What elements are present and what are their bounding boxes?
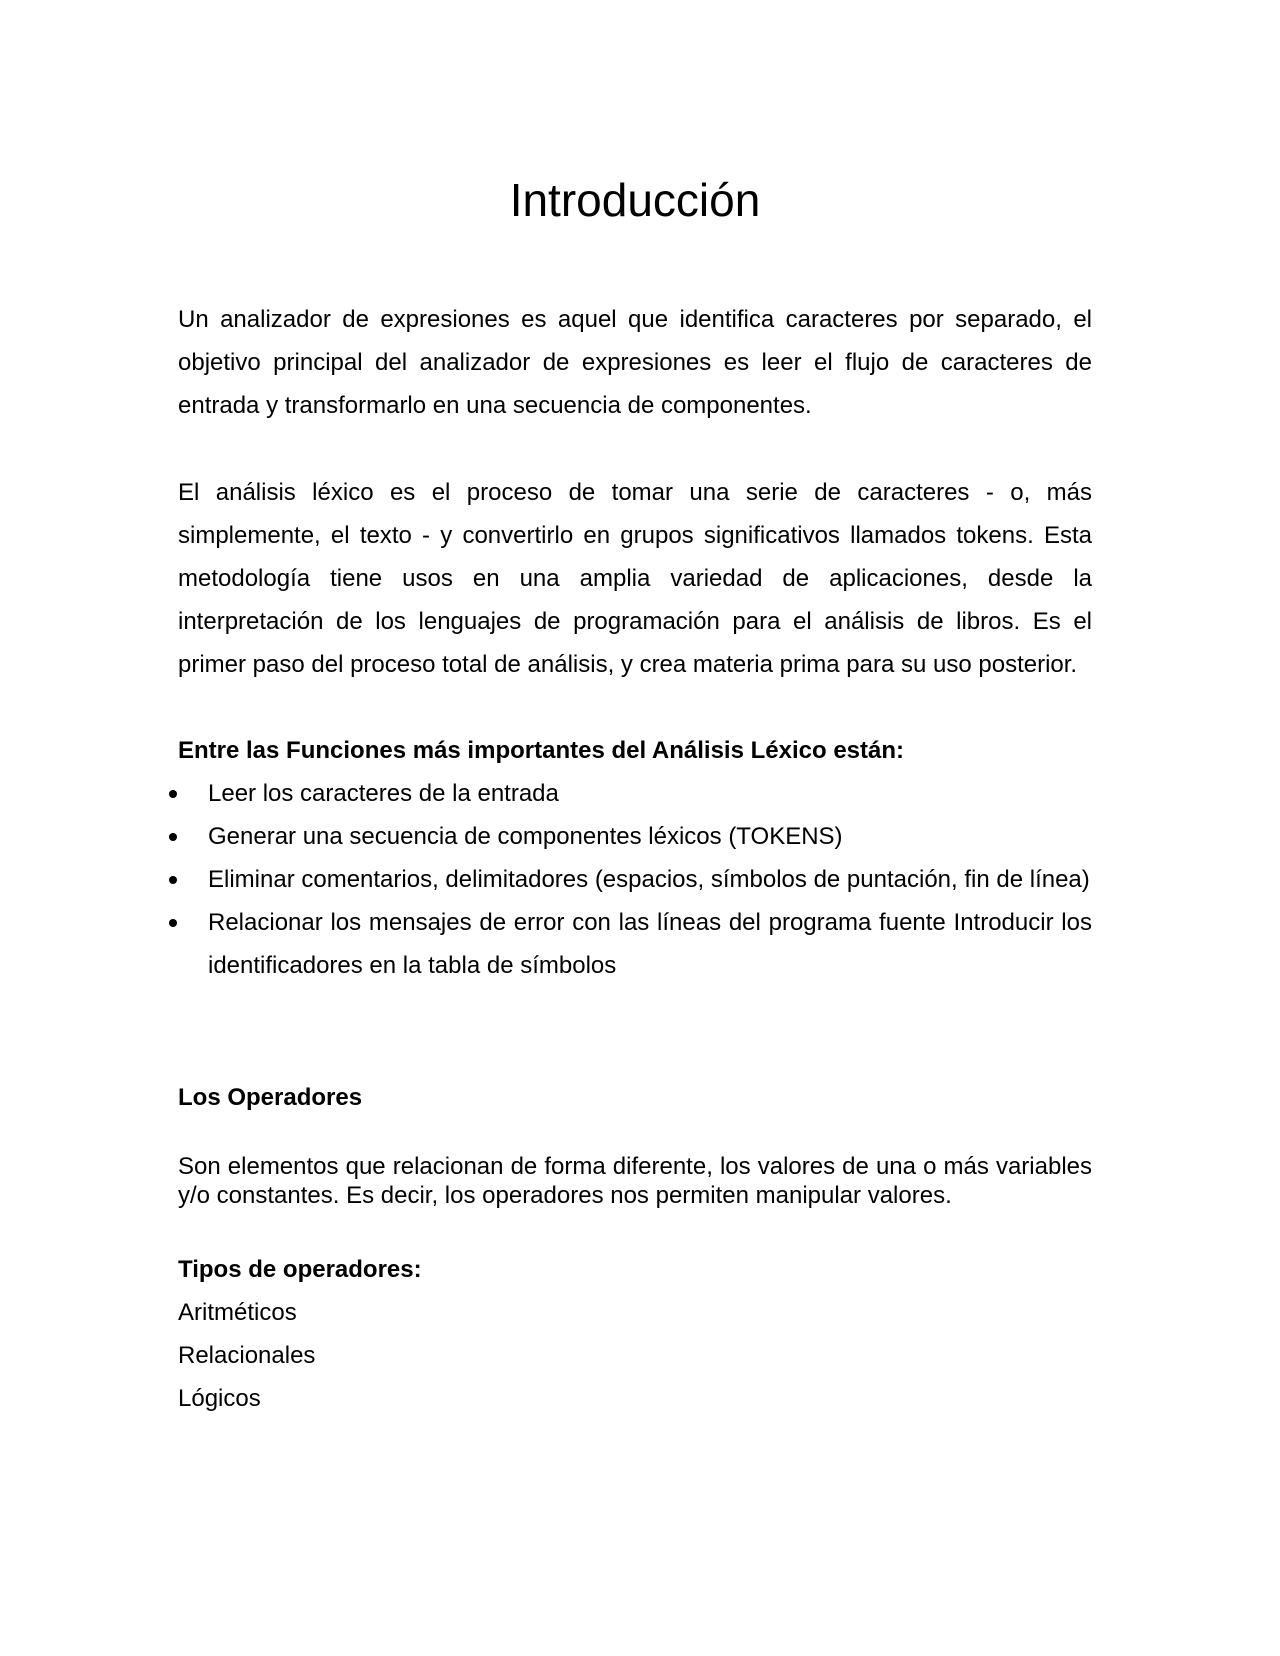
bullet-icon [169, 919, 177, 927]
list-item [178, 772, 1092, 815]
operadores-heading: Los Operadores [178, 1084, 363, 1111]
list-item-text: Eliminar comentarios, delimitadores (espacios, símbolos de puntación, fin de línea) [208, 866, 1090, 893]
list-item: Relacionales [178, 1342, 316, 1369]
list-item-text: Leer los caracteres de la entrada [208, 780, 559, 807]
bullet-icon [169, 876, 177, 884]
list-item: Lógicos [178, 1385, 261, 1412]
list-item: Aritméticos [178, 1299, 297, 1326]
bullet-icon [169, 790, 177, 798]
list-item [178, 815, 1092, 858]
funciones-heading: Entre las Funciones más importantes del Análisis Léxico están: [178, 737, 904, 764]
operadores-paragraph: Son elementos que relacionan de forma diferente, los valores de una o más variables y/o constantes. Es decir, los operadores nos permiten manipular valores. [178, 1153, 1092, 1209]
tipos-heading: Tipos de operadores: [178, 1256, 422, 1283]
tipos-list [178, 1291, 315, 1420]
list-item [178, 901, 1092, 987]
list-item [178, 858, 1092, 901]
list-item-text: Generar una secuencia de componentes léxicos (TOKENS) [208, 823, 843, 850]
intro-paragraph-2: El análisis léxico es el proceso de tomar una serie de caracteres - o, más simplemente, el texto - y convertirlo en grupos significativos llamados tokens. Esta metodología tiene usos en una amplia variedad de aplicaciones, desde la interpretación de los lenguajes de programación para el análisis de libros. Es el primer paso del proceso total de análisis, y crea materia prima para su uso posterior. [178, 479, 1092, 678]
intro-paragraph-1: Un analizador de expresiones es aquel que identifica caracteres por separado, el objetivo principal del analizador de expresiones es leer el flujo de caracteres de entrada y transformarlo en una secuencia de componentes. [178, 306, 1092, 419]
bullet-icon [169, 833, 177, 841]
funciones-list [178, 772, 1092, 987]
page-title: Introducción [509, 174, 761, 226]
list-item-text: Relacionar los mensajes de error con las líneas del programa fuente Introducir los identificadores en la tabla de símbolos [208, 909, 1092, 979]
